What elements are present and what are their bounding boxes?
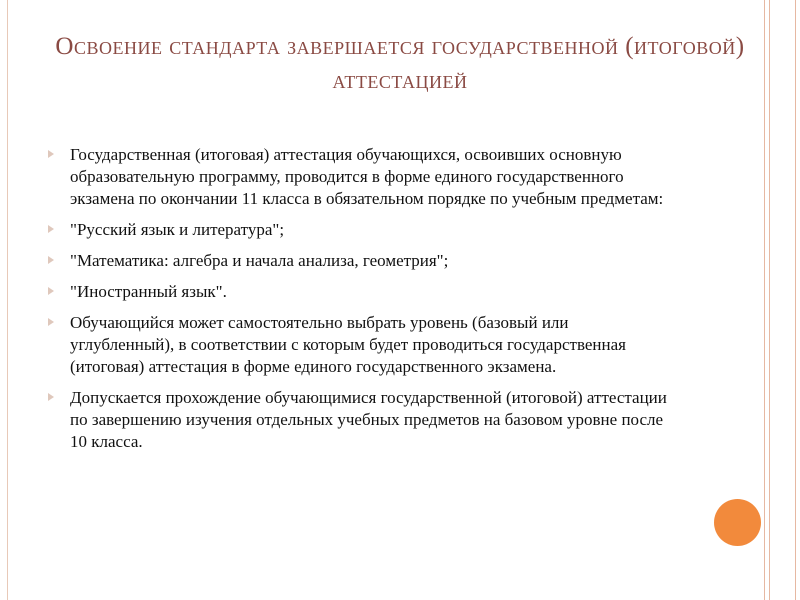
list-item-text: Допускается прохождение обучающимися государственной (итоговой) аттестации по завершению изучения отдельных учебных предметов на базовом уровне после 10 класса.: [70, 388, 667, 451]
right-frame-line-inner: [769, 0, 770, 600]
list-item: [48, 219, 668, 241]
right-frame-line-outer: [795, 0, 796, 600]
bullet-list: [48, 144, 668, 462]
list-item-text: "Математика: алгебра и начала анализа, геометрия";: [70, 251, 449, 270]
list-item: [48, 250, 668, 272]
bullet-icon: [48, 225, 54, 233]
list-item-text: Государственная (итоговая) аттестация обучающихся, освоивших основную образовательную программу, проводится в форме единого государственного экзамена по окончании 11 класса в обязательном порядке по учебным предметам:: [70, 145, 664, 208]
slide-title: Освоение стандарта завершается государственной (итоговой) аттестацией: [55, 33, 745, 94]
list-item: [48, 387, 668, 453]
list-item-text: "Русский язык и литература";: [70, 220, 285, 239]
bullet-icon: [48, 393, 54, 401]
bullet-icon: [48, 287, 54, 295]
list-item: [48, 144, 668, 210]
left-frame-border: [0, 0, 8, 600]
bullet-icon: [48, 256, 54, 264]
decorative-circle-icon: [714, 499, 761, 546]
list-item: [48, 312, 668, 378]
bullet-icon: [48, 318, 54, 326]
list-item-text: Обучающийся может самостоятельно выбрать уровень (базовый или углубленный), в соответствии с которым будет проводиться государственная (итоговая) аттестация в форме единого государственного экзамена.: [70, 313, 626, 376]
right-frame-border: [764, 0, 800, 600]
list-item: [48, 281, 668, 303]
list-item-text: "Иностранный язык".: [70, 282, 227, 301]
bullet-icon: [48, 150, 54, 158]
